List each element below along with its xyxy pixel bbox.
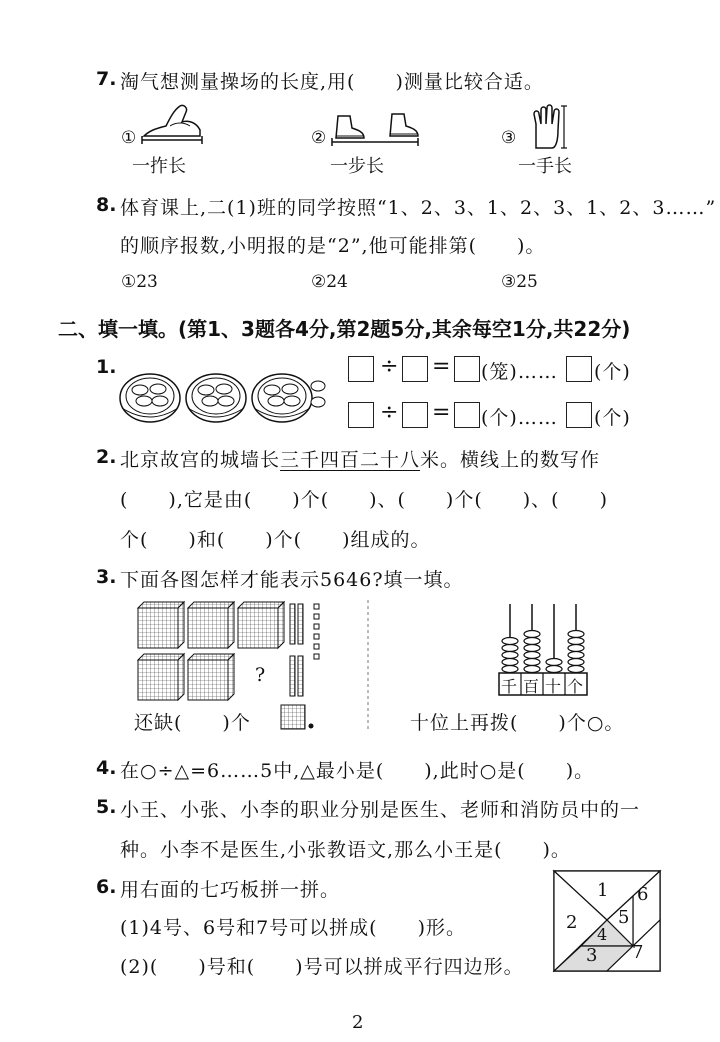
- q7-option-1-label: 一拃长: [132, 156, 186, 177]
- f1-eq1-box-dividend[interactable]: [348, 356, 374, 382]
- q7-option-3-mark: ③: [501, 128, 517, 148]
- f5-line-2: 种。小李不是医生,小张教语文,那么小王是( )。: [120, 839, 571, 861]
- f1-eq1-box-remainder[interactable]: [566, 356, 592, 382]
- f2-line-1-pre: 北京故宫的城墙长: [120, 449, 281, 471]
- f6-sub-1: (1)4号、6号和7号可以拼成( )形。: [120, 917, 467, 939]
- f2-line-3: 个( )和( )个( )组成的。: [120, 529, 431, 551]
- q7-option-2-label: 一步长: [330, 156, 384, 177]
- f1-eq1-box-quotient[interactable]: [454, 356, 480, 382]
- abacus-label-thousands: 千: [501, 677, 518, 696]
- f3-question-mark: ?: [255, 664, 267, 686]
- f1-eq2-eq-sign: =: [432, 400, 451, 425]
- f3-number: 3.: [96, 566, 117, 588]
- base-ten-blocks-picture: [134, 600, 334, 700]
- f5-number: 5.: [96, 796, 117, 818]
- f6-number: 6.: [96, 876, 117, 898]
- f1-eq2-div-sign: ÷: [380, 400, 399, 425]
- page-number: 2: [352, 1012, 364, 1033]
- tangram-piece-6: 6: [637, 884, 649, 905]
- f1-eq1-unit-2: (个): [594, 361, 631, 383]
- f2-line-1-post: 米。横线上的数写作: [420, 449, 601, 471]
- abacus-label-tens: 十: [545, 677, 562, 696]
- q8-number: 8.: [96, 194, 117, 216]
- q8-line-2: 的顺序报数,小明报的是“2”,他可能排第( )。: [120, 235, 546, 257]
- f1-eq1-box-divisor[interactable]: [402, 356, 428, 382]
- f6-text: 用右面的七巧板拼一拼。: [120, 879, 341, 901]
- f2-underlined-number: 三千四百二十八: [280, 449, 421, 471]
- f1-eq1-unit-1: (笼)……: [481, 361, 558, 383]
- f4-text: 在○÷△=6……5中,△最小是( ),此时○是( )。: [120, 760, 595, 782]
- f2-number: 2.: [96, 446, 117, 468]
- f3-divider: [366, 600, 370, 730]
- tangram-piece-5: 5: [618, 907, 630, 928]
- shoe-step-icon: [332, 112, 422, 148]
- hand-length-icon: [530, 104, 570, 152]
- f3-text: 下面各图怎样才能表示5646?填一填。: [120, 569, 464, 591]
- f2-line-2: ( ),它是由( )个( )、( )个( )、( ): [120, 489, 608, 511]
- q7-option-2-mark: ②: [311, 128, 327, 148]
- q7-option-3-label: 一手长: [518, 156, 572, 177]
- tangram-piece-1: 1: [597, 880, 609, 901]
- abacus-label-hundreds: 百: [523, 677, 540, 696]
- q8-option-3: ③25: [501, 272, 538, 292]
- hundred-flat-icon: [280, 704, 314, 730]
- tangram-piece-3: 3: [586, 945, 598, 966]
- q7-number: 7.: [96, 68, 117, 90]
- f1-eq2-box-quotient[interactable]: [454, 402, 480, 428]
- section-2-title: 二、填一填。(第1、3题各4分,第2题5分,其余每空1分,共22分): [58, 317, 631, 341]
- q7-text: 淘气想测量操场的长度,用( )测量比较合适。: [120, 71, 544, 93]
- f1-eq1-div-sign: ÷: [380, 354, 399, 379]
- f3-left-caption: 还缺( )个: [134, 712, 251, 734]
- steamed-buns-picture: [118, 368, 328, 430]
- f1-eq2-unit-2: (个): [594, 407, 631, 429]
- f1-eq2-box-dividend[interactable]: [348, 402, 374, 428]
- f3-right-caption: 十位上再拨( )个○。: [410, 712, 625, 734]
- tangram-piece-7: 7: [632, 942, 644, 963]
- f1-eq2-box-remainder[interactable]: [566, 402, 592, 428]
- hand-span-icon: [140, 100, 210, 148]
- f1-eq1-eq-sign: =: [432, 354, 451, 379]
- tangram-piece-2: 2: [566, 912, 578, 933]
- q7-option-1-mark: ①: [121, 128, 137, 148]
- f1-eq2-box-divisor[interactable]: [402, 402, 428, 428]
- f5-line-1: 小王、小张、小李的职业分别是医生、老师和消防员中的一: [120, 799, 641, 821]
- f2-line-1: [120, 445, 600, 472]
- f1-number: 1.: [96, 356, 117, 378]
- f1-eq2-unit-1: (个)……: [481, 407, 558, 429]
- f4-number: 4.: [96, 757, 117, 779]
- q8-option-2: ②24: [311, 272, 348, 292]
- tangram-piece-4: 4: [597, 925, 608, 944]
- abacus-label-ones: 个: [567, 677, 584, 696]
- f6-sub-2: (2)( )号和( )号可以拼成平行四边形。: [120, 956, 524, 978]
- q8-option-1: ①23: [121, 272, 158, 292]
- q8-line-1: 体育课上,二(1)班的同学按照“1、2、3、1、2、3、1、2、3……”: [120, 197, 717, 219]
